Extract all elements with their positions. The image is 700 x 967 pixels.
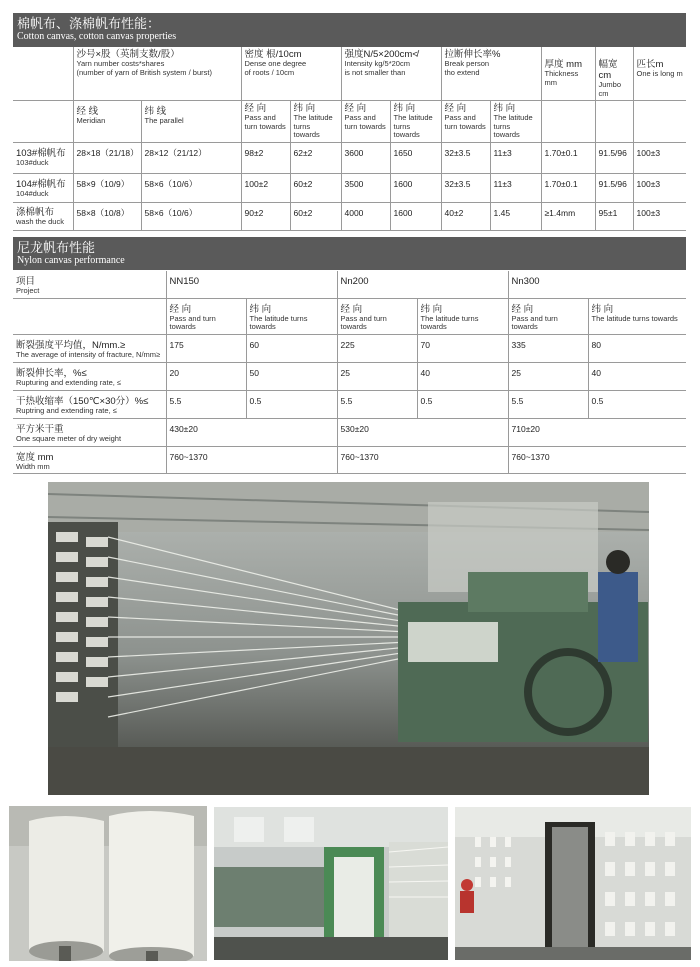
model-nn150: NN150 xyxy=(166,271,337,298)
table-row xyxy=(13,142,686,173)
cell: 11±3 xyxy=(490,142,541,173)
cell: 95±1 xyxy=(595,202,633,230)
cell: 3500 xyxy=(341,173,390,202)
cotton-properties-table xyxy=(13,47,686,231)
warp-subheader: 经 向 Pass and turn towards xyxy=(508,298,588,334)
weft-subheader: 纬 向 The latitude turns towards xyxy=(588,298,686,334)
meridian-subheader: 经 线 Meridian xyxy=(73,101,141,143)
cell: 25 xyxy=(508,362,588,390)
cell: 80 xyxy=(588,334,686,362)
empty-cell xyxy=(13,47,73,101)
table-row xyxy=(13,390,686,418)
warp-subheader: 经 向 Pass and turn towards xyxy=(166,298,246,334)
cell: 40 xyxy=(417,362,508,390)
yarn-header: 沙号×股（英制支数/股） Yarn number costs*shares (number of yarn of British system / burst) xyxy=(73,47,241,101)
cell: 3600 xyxy=(341,142,390,173)
table-row xyxy=(13,362,686,390)
project-label: 项目 Project xyxy=(13,271,166,298)
cell: 32±3.5 xyxy=(441,173,490,202)
weft-subheader: 纬 向 The latitude turns towards xyxy=(246,298,337,334)
cell: 25 xyxy=(337,362,417,390)
empty-cell xyxy=(595,101,633,143)
cotton-subheader-row xyxy=(13,101,686,143)
width-header: 幅宽 cm Jumbo cm xyxy=(595,47,633,101)
cell: 5.5 xyxy=(337,390,417,418)
cell: 28×18（21/18） xyxy=(73,142,141,173)
table-row xyxy=(13,173,686,202)
canvas-rolls-photo xyxy=(9,806,207,961)
cell: 60±2 xyxy=(290,202,341,230)
nylon-title-band xyxy=(13,237,686,270)
cell: 11±3 xyxy=(490,173,541,202)
cell: 1.70±0.1 xyxy=(541,142,595,173)
cell: 40±2 xyxy=(441,202,490,230)
cotton-header-row xyxy=(13,47,686,101)
weft-subheader: 纬 向 The latitude turns towards xyxy=(390,101,441,143)
cell: 28×12（21/12） xyxy=(141,142,241,173)
cell: 58×9（10/9） xyxy=(73,173,141,202)
cell: 175 xyxy=(166,334,246,362)
cell: 62±2 xyxy=(290,142,341,173)
cell: 32±3.5 xyxy=(441,142,490,173)
loom-factory-photo xyxy=(48,482,649,795)
cell: 91.5/96 xyxy=(595,173,633,202)
cell: 5.5 xyxy=(166,390,246,418)
cell: 50 xyxy=(246,362,337,390)
cell: 40 xyxy=(588,362,686,390)
cell: 760~1370 xyxy=(337,446,508,474)
cell: 91.5/96 xyxy=(595,142,633,173)
nylon-title-en: Nylon canvas performance xyxy=(17,255,125,266)
warp-subheader: 经 向 Pass and turn towards xyxy=(341,101,390,143)
row-label: 断裂强度平均值，N/mm.≥ The average of intensity of fracture, N/mm≥ xyxy=(13,334,166,362)
empty-cell xyxy=(13,101,73,143)
cell: 5.5 xyxy=(508,390,588,418)
density-header: 密度 根/10cm Dense one degree of roots / 10cm xyxy=(241,47,341,101)
empty-cell xyxy=(13,298,166,334)
warp-subheader: 经 向 Pass and turn towards xyxy=(337,298,417,334)
cell: 60±2 xyxy=(290,173,341,202)
cell: 58×8（10/8） xyxy=(73,202,141,230)
empty-cell xyxy=(541,101,595,143)
weft-subheader: 纬 向 The latitude turns towards xyxy=(417,298,508,334)
empty-cell xyxy=(633,101,686,143)
strength-header: 强度N/5×200cm≮ Intensity kg/5*20cm is not smaller than xyxy=(341,47,441,101)
cell: 430±20 xyxy=(166,418,337,446)
cotton-title-cn: 棉帆布、涤棉帆布性能： xyxy=(17,16,161,31)
warp-subheader: 经 向 Pass and turn towards xyxy=(441,101,490,143)
cell: 100±3 xyxy=(633,202,686,230)
row-label: 宽度 mm Width mm xyxy=(13,446,166,474)
cell: 1.45 xyxy=(490,202,541,230)
weft-subheader: 纬 向 The latitude turns towards xyxy=(490,101,541,143)
break-header: 拉断伸长率% Break person tho extend xyxy=(441,47,541,101)
cell: 58×6（10/6） xyxy=(141,173,241,202)
nylon-project-row xyxy=(13,271,686,298)
cotton-title-band xyxy=(13,13,686,47)
nylon-properties-table xyxy=(13,271,686,474)
cell: 760~1370 xyxy=(508,446,686,474)
table-row xyxy=(13,418,686,446)
row-label: 104#棉帆布 104#duck xyxy=(13,173,73,202)
weaving-machine-photo xyxy=(214,807,448,960)
nylon-direction-row xyxy=(13,298,686,334)
row-label: 干热收缩率（150℃×30分）%≤ Ruptring and extending rate, ≤ xyxy=(13,390,166,418)
weft-subheader: 纬 向 The latitude turns towards xyxy=(290,101,341,143)
cell: 1600 xyxy=(390,173,441,202)
table-row xyxy=(13,202,686,230)
cell: 58×6（10/6） xyxy=(141,202,241,230)
thickness-header: 厚度 mm Thickness mm xyxy=(541,47,595,101)
parallel-subheader: 纬 线 The parallel xyxy=(141,101,241,143)
cell: 20 xyxy=(166,362,246,390)
cell: 1650 xyxy=(390,142,441,173)
cell: 100±3 xyxy=(633,173,686,202)
cell: 70 xyxy=(417,334,508,362)
cell: 100±2 xyxy=(241,173,290,202)
table-row xyxy=(13,446,686,474)
warp-subheader: 经 向 Pass and turn towards xyxy=(241,101,290,143)
cell: 0.5 xyxy=(246,390,337,418)
cell: 710±20 xyxy=(508,418,686,446)
cell: 335 xyxy=(508,334,588,362)
cell: 1.70±0.1 xyxy=(541,173,595,202)
cell: 0.5 xyxy=(417,390,508,418)
length-header: 匹长m One is long m xyxy=(633,47,686,101)
cell: 98±2 xyxy=(241,142,290,173)
table-row xyxy=(13,334,686,362)
cell: 90±2 xyxy=(241,202,290,230)
row-label: 平方米干重 One square meter of dry weight xyxy=(13,418,166,446)
cell: 225 xyxy=(337,334,417,362)
cell: 1600 xyxy=(390,202,441,230)
model-nn300: Nn300 xyxy=(508,271,686,298)
cell: ≥1.4mm xyxy=(541,202,595,230)
cotton-title-en: Cotton canvas, cotton canvas properties xyxy=(17,31,177,42)
cell: 4000 xyxy=(341,202,390,230)
cell: 760~1370 xyxy=(166,446,337,474)
nylon-title-cn: 尼龙帆布性能 xyxy=(17,240,96,255)
cell: 60 xyxy=(246,334,337,362)
row-label: 断裂伸长率，%≤ Rupturing and extending rate, ≤ xyxy=(13,362,166,390)
model-nn200: Nn200 xyxy=(337,271,508,298)
creel-yarn-photo xyxy=(455,807,691,960)
cell: 530±20 xyxy=(337,418,508,446)
cell: 100±3 xyxy=(633,142,686,173)
row-label: 103#棉帆布 103#duck xyxy=(13,142,73,173)
cell: 0.5 xyxy=(588,390,686,418)
row-label: 涤棉帆布 wash the duck xyxy=(13,202,73,230)
